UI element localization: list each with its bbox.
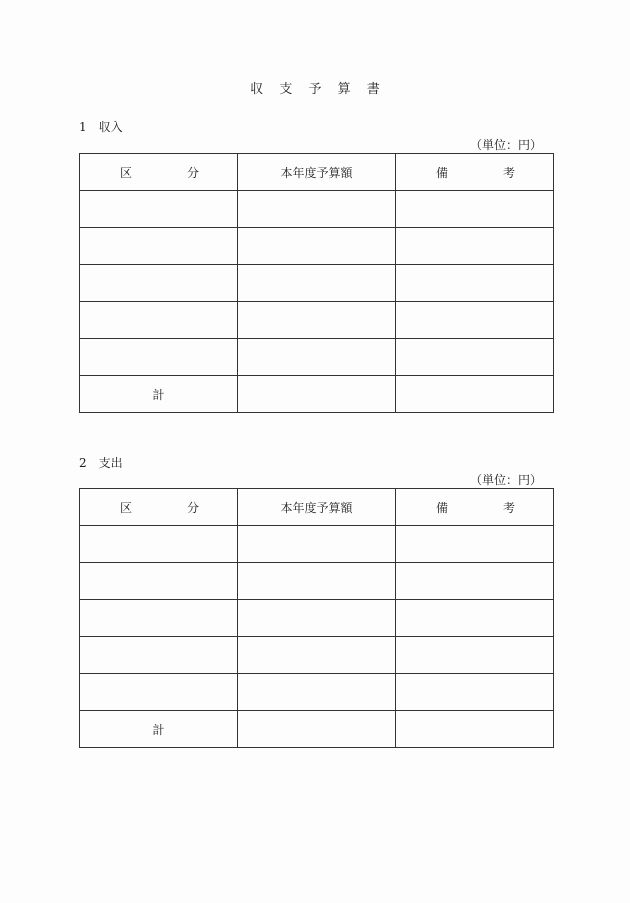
total-amount-cell[interactable] [238, 376, 396, 413]
amount-cell[interactable] [238, 302, 396, 339]
header-category: 区 分 [80, 154, 238, 191]
table-row [80, 339, 554, 376]
remarks-cell[interactable] [396, 674, 554, 711]
category-cell[interactable] [80, 339, 238, 376]
table-row [80, 265, 554, 302]
category-cell[interactable] [80, 228, 238, 265]
remarks-cell[interactable] [396, 228, 554, 265]
remarks-cell[interactable] [396, 526, 554, 563]
category-cell[interactable] [80, 637, 238, 674]
header-budget-amount: 本年度予算額 [238, 489, 396, 526]
category-cell[interactable] [80, 191, 238, 228]
title-char: 予 [308, 82, 322, 97]
category-cell[interactable] [80, 302, 238, 339]
remarks-cell[interactable] [396, 265, 554, 302]
section-heading-expenditure: 2 支出 [79, 456, 123, 470]
category-cell[interactable] [80, 526, 238, 563]
table-header-row [80, 489, 554, 526]
table-row [80, 674, 554, 711]
table-row [80, 228, 554, 265]
amount-cell[interactable] [238, 674, 396, 711]
amount-cell[interactable] [238, 637, 396, 674]
remarks-cell[interactable] [396, 600, 554, 637]
unit-label-income: （単位：円） [469, 138, 542, 152]
total-label: 計 [80, 711, 238, 748]
category-cell[interactable] [80, 265, 238, 302]
header-category: 区 分 [80, 489, 238, 526]
table-row [80, 637, 554, 674]
amount-cell[interactable] [238, 339, 396, 376]
total-amount-cell[interactable] [238, 711, 396, 748]
header-remarks: 備 考 [396, 154, 554, 191]
table-header-row [80, 154, 554, 191]
document-title [0, 78, 630, 97]
remarks-cell[interactable] [396, 191, 554, 228]
amount-cell[interactable] [238, 600, 396, 637]
expenditure-table [79, 488, 554, 748]
title-char: 収 [250, 82, 264, 97]
total-remarks-cell[interactable] [396, 711, 554, 748]
section-heading-income: 1 収入 [79, 120, 123, 134]
table-row [80, 302, 554, 339]
total-label: 計 [80, 376, 238, 413]
amount-cell[interactable] [238, 228, 396, 265]
table-row [80, 191, 554, 228]
category-cell[interactable] [80, 600, 238, 637]
table-row [80, 526, 554, 563]
amount-cell[interactable] [238, 265, 396, 302]
title-char: 書 [366, 82, 380, 97]
amount-cell[interactable] [238, 191, 396, 228]
unit-label-expenditure: （単位：円） [469, 473, 542, 487]
amount-cell[interactable] [238, 563, 396, 600]
remarks-cell[interactable] [396, 563, 554, 600]
total-row [80, 376, 554, 413]
total-remarks-cell[interactable] [396, 376, 554, 413]
title-char: 支 [279, 82, 293, 97]
header-budget-amount: 本年度予算額 [238, 154, 396, 191]
table-row [80, 563, 554, 600]
title-char: 算 [337, 82, 351, 97]
remarks-cell[interactable] [396, 637, 554, 674]
total-row [80, 711, 554, 748]
income-table [79, 153, 554, 413]
category-cell[interactable] [80, 563, 238, 600]
table-row [80, 600, 554, 637]
header-remarks: 備 考 [396, 489, 554, 526]
remarks-cell[interactable] [396, 339, 554, 376]
amount-cell[interactable] [238, 526, 396, 563]
remarks-cell[interactable] [396, 302, 554, 339]
category-cell[interactable] [80, 674, 238, 711]
